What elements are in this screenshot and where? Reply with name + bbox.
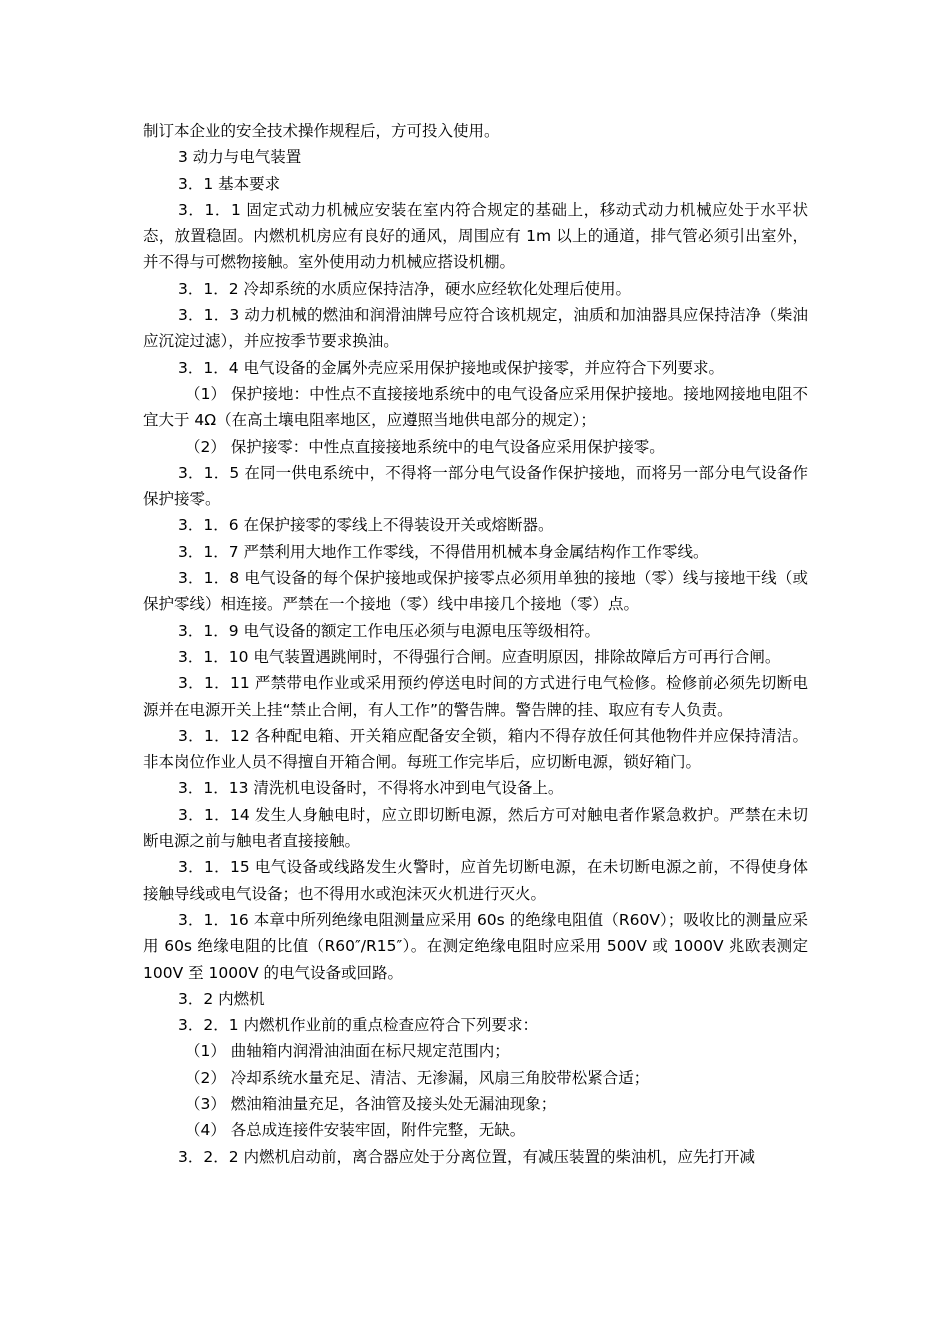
paragraph: 制订本企业的安全技术操作规程后，方可投入使用。 bbox=[143, 122, 500, 140]
clause: 3．2．1 内燃机作业前的重点检查应符合下列要求： bbox=[178, 1016, 539, 1035]
clause: 3．1．13 清洗机电设备时，不得将水冲到电气设备上。 bbox=[178, 779, 564, 798]
clause: 3．1．5 在同一供电系统中，不得将一部分电气设备作保护接地，而将另一部分电气设备作保护接零。 bbox=[143, 463, 808, 509]
section-heading: 3 动力与电气装置 bbox=[178, 148, 302, 167]
list-item: （2） 冷却系统水量充足、清洁、无渗漏，风扇三角胶带松紧合适； bbox=[185, 1068, 650, 1087]
clause: 3．1．14 发生人身触电时，应立即切断电源，然后方可对触电者作紧急救护。严禁在未切断电源之前与触电者直接接触。 bbox=[143, 805, 808, 851]
list-item: （4） 各总成连接件安装牢固，附件完整，无缺。 bbox=[185, 1121, 526, 1140]
list-item: （1） 曲轴箱内润滑油油面在标尺规定范围内； bbox=[185, 1042, 510, 1061]
subsection-heading: 3．2 内燃机 bbox=[178, 989, 265, 1008]
clause: 3．1．16 本章中所列绝缘电阻测量应采用 60s 的绝缘电阻值（R60V）；吸收比的测量应采用 60s 绝缘电阻的比值（R60″/R15″）。在测定绝缘电阻时应采用 500V 或 1000V 兆欧表测定 100V 至 1000V 的电气设备或回路。 bbox=[143, 910, 808, 982]
clause: 3．2．2 内燃机启动前，离合器应处于分离位置，有减压装置的柴油机，应先打开减 bbox=[178, 1147, 756, 1166]
document-page bbox=[143, 118, 808, 1170]
clause: 3．1．8 电气设备的每个保护接地或保护接零点必须用单独的接地（零）线与接地干线（或保护零线）相连接。严禁在一个接地（零）线中串接几个接地（零）点。 bbox=[143, 569, 808, 614]
clause: 3．1．7 严禁利用大地作工作零线，不得借用机械本身金属结构作工作零线。 bbox=[178, 542, 709, 561]
clause: 3．1．10 电气装置遇跳闸时，不得强行合闸。应查明原因，排除故障后方可再行合闸。 bbox=[178, 647, 781, 666]
clause: 3．1．15 电气设备或线路发生火警时，应首先切断电源，在未切断电源之前，不得使身体接触导线或电气设备；也不得用水或泡沫灭火机进行灭火。 bbox=[143, 858, 808, 903]
list-item: （2） 保护接零：中性点直接接地系统中的电气设备应采用保护接零。 bbox=[185, 437, 665, 456]
list-item: （1） 保护接地：中性点不直接接地系统中的电气设备应采用保护接地。接地网接地电阻不宜大于 4Ω（在高土壤电阻率地区，应遵照当地供电部分的规定）； bbox=[143, 384, 808, 430]
clause: 3．1．2 冷却系统的水质应保持洁净，硬水应经软化处理后使用。 bbox=[178, 279, 632, 298]
clause: 3．1．9 电气设备的额定工作电压必须与电源电压等级相符。 bbox=[178, 621, 601, 640]
list-item: （3） 燃油箱油量充足，各油管及接头处无漏油现象； bbox=[185, 1094, 557, 1113]
clause: 3．1．11 严禁带电作业或采用预约停送电时间的方式进行电气检修。检修前必须先切断电源并在电源开关上挂“禁止合闸，有人工作”的警告牌。警告牌的挂、取应有专人负责。 bbox=[143, 674, 808, 719]
clause: 3．1．4 电气设备的金属外壳应采用保护接地或保护接零，并应符合下列要求。 bbox=[178, 358, 725, 377]
subsection-heading: 3．1 基本要求 bbox=[178, 174, 281, 193]
clause: 3．1．1 固定式动力机械应安装在室内符合规定的基础上，移动式动力机械应处于水平状态，放置稳固。内燃机机房应有良好的通风，周围应有 1m 以上的通道，排气管必须引出室外，并不得与可燃物接触。室外使用动力机械应搭设机棚。 bbox=[143, 200, 808, 272]
clause: 3．1．12 各种配电箱、开关箱应配备安全锁，箱内不得存放任何其他物件并应保持清洁。非本岗位作业人员不得擅自开箱合闸。每班工作完毕后，应切断电源，锁好箱门。 bbox=[143, 726, 808, 772]
clause: 3．1．6 在保护接零的零线上不得装设开关或熔断器。 bbox=[178, 516, 554, 535]
clause: 3．1．3 动力机械的燃油和润滑油牌号应符合该机规定，油质和加油器具应保持洁净（柴油应沉淀过滤），并应按季节要求换油。 bbox=[143, 306, 808, 351]
